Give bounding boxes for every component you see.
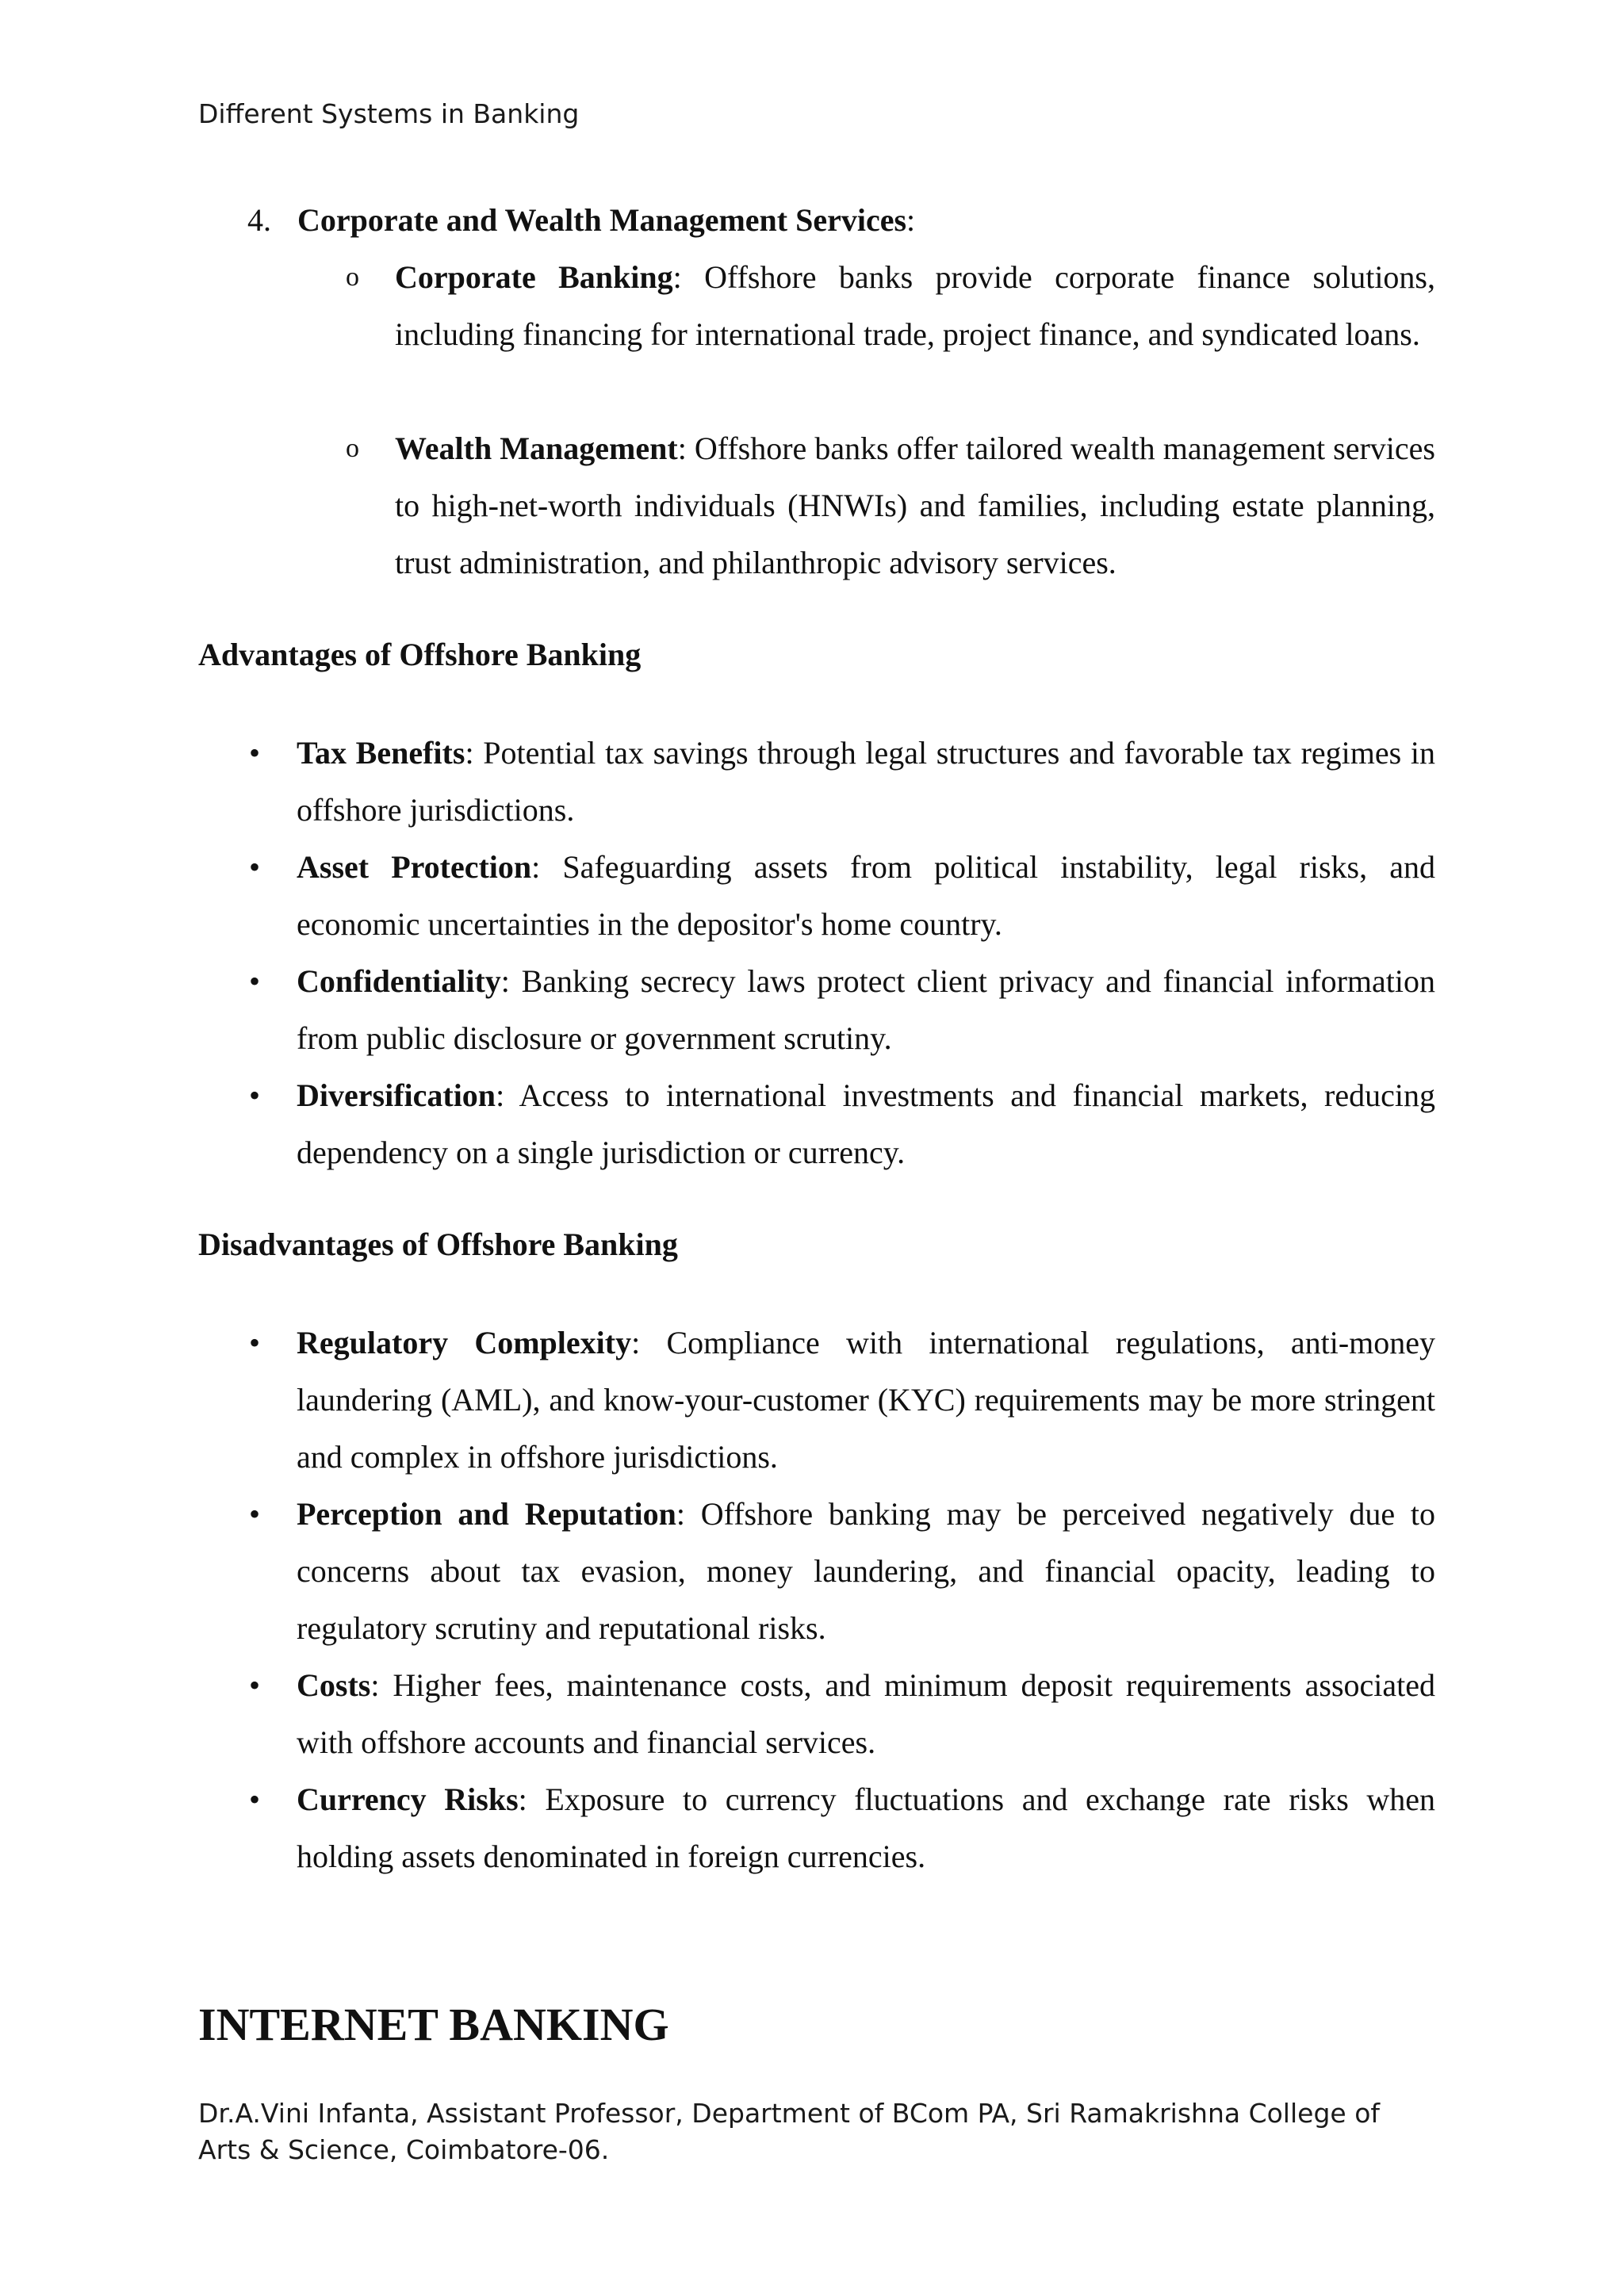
advantage-text: : Banking secrecy laws protect client privacy and financial information from public disclosure or government scrutiny. bbox=[297, 963, 1435, 1056]
numbered-item-heading bbox=[247, 192, 915, 249]
item-title: Corporate and Wealth Management Services bbox=[297, 202, 907, 238]
advantage-term: Asset Protection bbox=[297, 849, 532, 885]
disadvantage-list-item bbox=[297, 1771, 1435, 1885]
section-heading-internet-banking: INTERNET BANKING bbox=[198, 1999, 669, 2050]
sub-item-text: : Offshore banks provide corporate finance solutions, including financing for international trade, project finance, and syndicated loans. bbox=[395, 259, 1436, 352]
sub-item-term: Wealth Management bbox=[395, 430, 678, 466]
advantage-text: : Potential tax savings through legal structures and favorable tax regimes in offshore jurisdictions. bbox=[297, 735, 1436, 828]
section-heading-disadvantages: Disadvantages of Offshore Banking bbox=[198, 1226, 678, 1262]
advantage-list-item bbox=[297, 839, 1435, 953]
sub-item-text: : Offshore banks offer tailored wealth management services to high-net-worth individuals (HNWIs) and families, including estate planning, trust administration, and philanthropic advisory services. bbox=[395, 430, 1435, 580]
item-title-suffix: : bbox=[906, 202, 916, 238]
disadvantage-text: : Offshore banking may be perceived negatively due to concerns about tax evasion, money laundering, and financial opacity, leading to regulatory scrutiny and reputational risks. bbox=[297, 1496, 1435, 1646]
advantage-text: : Access to international investments and financial markets, reducing dependency on a single jurisdiction or currency. bbox=[297, 1077, 1435, 1170]
section-heading-advantages: Advantages of Offshore Banking bbox=[198, 637, 642, 672]
bullet-marker: • bbox=[249, 1781, 261, 1817]
bullet-marker: • bbox=[249, 1325, 261, 1360]
disadvantage-list-item bbox=[297, 1657, 1435, 1771]
disadvantage-list-item bbox=[297, 1314, 1435, 1486]
disadvantage-text: : Compliance with international regulations, anti-money laundering (AML), and know-your-customer (KYC) requirements may be more stringent and complex in offshore jurisdictions. bbox=[297, 1325, 1436, 1475]
advantage-list-item bbox=[297, 953, 1435, 1067]
advantage-term: Confidentiality bbox=[297, 963, 501, 999]
bullet-marker: • bbox=[249, 1667, 261, 1703]
advantage-list-item bbox=[297, 725, 1435, 839]
sub-list-item bbox=[395, 249, 1435, 363]
advantage-text: : Safeguarding assets from political instability, legal risks, and economic uncertainties in the depositor's home country. bbox=[297, 849, 1435, 942]
advantage-term: Diversification bbox=[297, 1077, 496, 1113]
advantage-list-item bbox=[297, 1067, 1435, 1181]
bullet-marker: • bbox=[249, 849, 261, 885]
item-number: 4. bbox=[247, 202, 271, 238]
disadvantage-text: : Higher fees, maintenance costs, and minimum deposit requirements associated with offshore accounts and financial services. bbox=[297, 1667, 1435, 1760]
running-header: Different Systems in Banking bbox=[198, 98, 580, 129]
page-footer: Dr.A.Vini Infanta, Assistant Professor, Department of BCom PA, Sri Ramakrishna College of Arts & Science, Coimbatore-06. bbox=[198, 2098, 1380, 2165]
disadvantage-text: : Exposure to currency fluctuations and exchange rate risks when holding assets denominated in foreign currencies. bbox=[297, 1781, 1435, 1874]
circle-bullet-marker: o bbox=[346, 262, 359, 292]
disadvantage-term: Regulatory Complexity bbox=[297, 1325, 632, 1360]
sub-item-term: Corporate Banking bbox=[395, 259, 673, 295]
bullet-marker: • bbox=[249, 1077, 261, 1113]
circle-bullet-marker: o bbox=[346, 434, 359, 463]
disadvantage-list-item bbox=[297, 1486, 1435, 1657]
disadvantage-term: Perception and Reputation bbox=[297, 1496, 676, 1532]
bullet-marker: • bbox=[249, 1496, 261, 1532]
disadvantage-term: Costs bbox=[297, 1667, 371, 1703]
sub-list-item bbox=[395, 420, 1435, 591]
bullet-marker: • bbox=[249, 735, 261, 771]
bullet-marker: • bbox=[249, 963, 261, 999]
disadvantage-term: Currency Risks bbox=[297, 1781, 519, 1817]
advantage-term: Tax Benefits bbox=[297, 735, 465, 771]
